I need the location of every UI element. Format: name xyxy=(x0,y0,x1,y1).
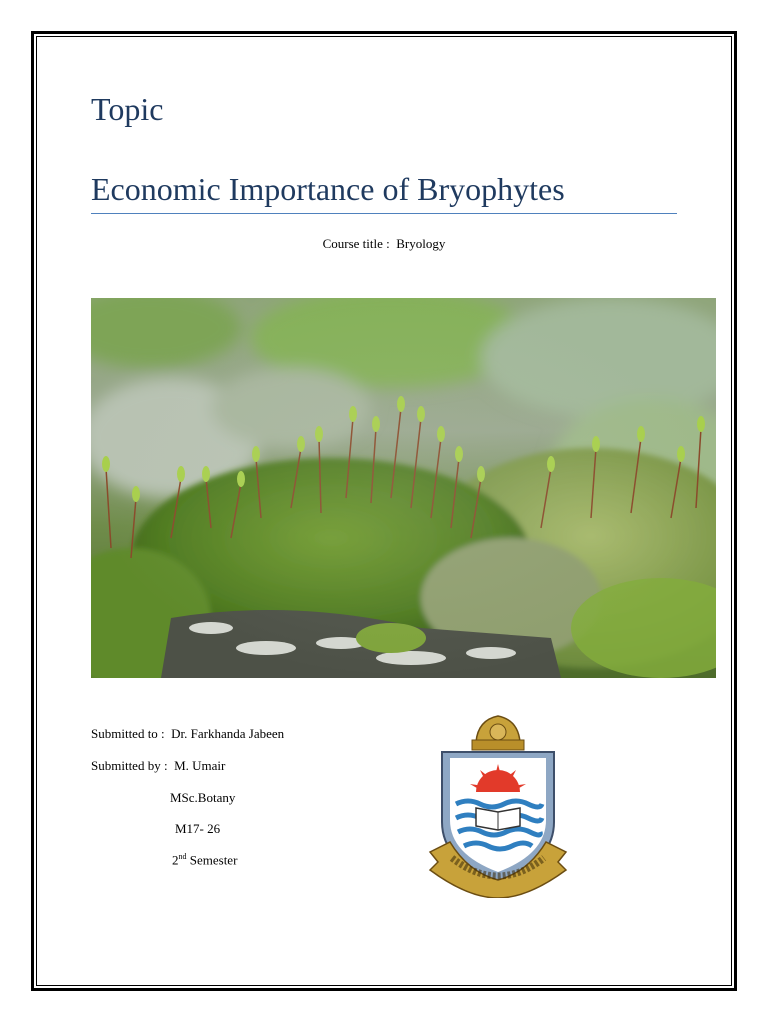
semester-line xyxy=(172,852,237,868)
submitted-to-value: Dr. Farkhanda Jabeen xyxy=(171,726,285,741)
title-underline xyxy=(91,213,677,214)
university-crest-icon xyxy=(428,712,568,898)
submitted-by-value: M. Umair xyxy=(174,758,226,773)
degree-line: MSc.Botany xyxy=(170,790,236,805)
course-value: Bryology xyxy=(396,236,446,251)
document-title: Economic Importance of Bryophytes xyxy=(91,171,565,207)
course-label: Course title : xyxy=(322,236,390,251)
submitted-to-label: Submitted to : xyxy=(91,726,165,741)
course-title-line xyxy=(0,236,768,252)
semester-word: Semester xyxy=(189,852,238,868)
submitted-to-line xyxy=(91,726,284,742)
submitted-by-label: Submitted by : xyxy=(91,758,168,773)
topic-label: Topic xyxy=(91,91,164,127)
moss-photo xyxy=(91,298,716,678)
submitted-by-line xyxy=(91,758,225,774)
semester-number: 2 xyxy=(172,852,179,868)
roll-number-line: M17- 26 xyxy=(175,821,221,836)
semester-suffix: nd xyxy=(178,852,187,861)
